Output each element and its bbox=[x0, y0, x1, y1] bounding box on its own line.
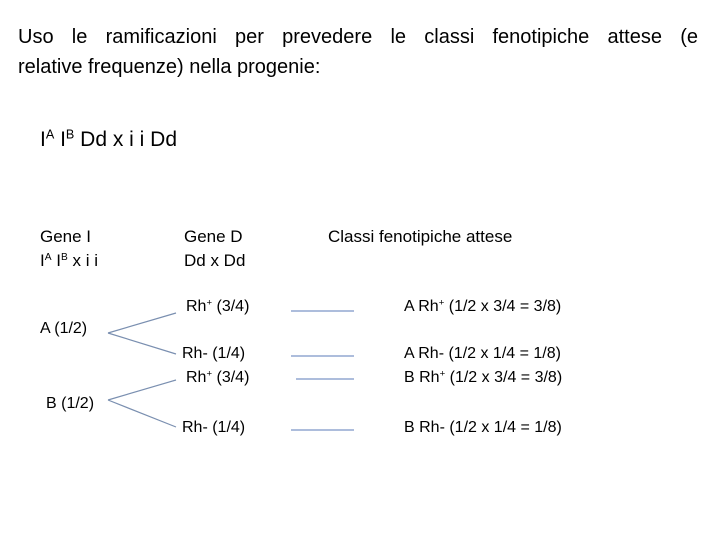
intro-line-1: Uso le ramificazioni per prevedere le classi fenotipiche attese (e bbox=[18, 26, 698, 48]
gene-d-title: Gene D bbox=[184, 227, 243, 246]
allele-a-label: A (1/2) bbox=[40, 320, 88, 337]
cross-allele-i: I bbox=[40, 128, 46, 151]
result-a-pos-post: (1/2 x 3/4 = 3/8) bbox=[444, 298, 562, 315]
result-a-pos-pre: A Rh bbox=[404, 298, 439, 315]
gene-i-sub-a-sup: A bbox=[44, 251, 52, 263]
branch-b-to-rh-neg bbox=[108, 400, 176, 427]
gene-i-sub-b: I bbox=[51, 251, 61, 270]
branch-a-to-rh-neg bbox=[108, 333, 176, 354]
rh-b-neg-base: Rh- (1/4) bbox=[182, 419, 246, 436]
gene-d-cross: Dd x Dd bbox=[184, 251, 246, 270]
rh-a-neg-base: Rh- (1/4) bbox=[182, 345, 246, 362]
cross-rest: Dd x i i Dd bbox=[74, 128, 178, 151]
classes-header: Classi fenotipiche attese bbox=[328, 227, 513, 246]
rh-a-pos-base: Rh bbox=[186, 298, 207, 315]
result-a-neg-pre: A Rh- (1/2 x 1/4 = 1/8) bbox=[404, 345, 561, 362]
allele-b-label: B (1/2) bbox=[46, 395, 95, 412]
result-b-neg-pre: B Rh- (1/2 x 1/4 = 1/8) bbox=[404, 419, 562, 436]
gene-i-sub-b-sup: B bbox=[60, 251, 68, 263]
rh-b-pos-tail: (3/4) bbox=[212, 369, 250, 386]
result-b-pos-sup: + bbox=[439, 368, 446, 380]
gene-i-sub-rest: x i i bbox=[67, 251, 99, 270]
cross-sup-a: A bbox=[45, 127, 55, 142]
intro-line-2: relative frequenze) nella progenie: bbox=[18, 56, 321, 78]
result-b-pos-post: (1/2 x 3/4 = 3/8) bbox=[445, 369, 563, 386]
cross-allele-i2: I bbox=[54, 128, 66, 151]
gene-i-title: Gene I bbox=[40, 227, 92, 246]
gene-i-sub-a: I bbox=[40, 251, 45, 270]
rh-a-pos-sup: + bbox=[206, 297, 213, 309]
result-b-pos-pre: B Rh bbox=[404, 369, 440, 386]
result-a-pos-sup: + bbox=[438, 297, 445, 309]
rh-b-pos-base: Rh bbox=[186, 369, 207, 386]
rh-b-pos-sup: + bbox=[206, 368, 213, 380]
rh-a-pos-tail: (3/4) bbox=[212, 298, 250, 315]
branch-a-to-rh-pos bbox=[108, 313, 176, 333]
cross-sup-b: B bbox=[65, 127, 75, 142]
branch-b-to-rh-pos bbox=[108, 380, 176, 400]
